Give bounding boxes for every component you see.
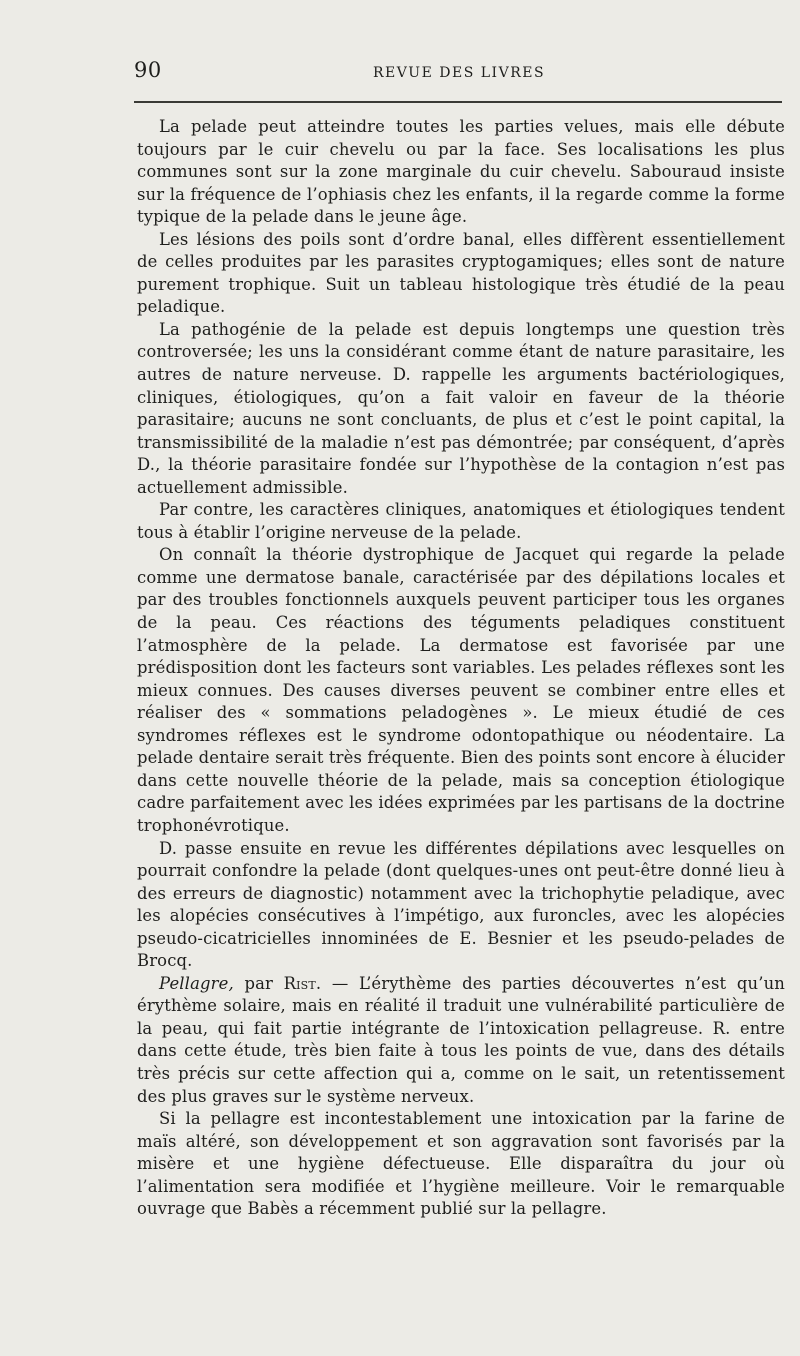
paragraph: Les lésions des poils sont d’ordre banal, elles diffèrent essentiellement de celles produites par les parasites cryptogamiques; elles sont de nature purement trophique. Suit un tableau histologique très étudié de la peau peladique. bbox=[137, 229, 785, 317]
section-title: Pellagre, bbox=[159, 973, 234, 993]
body-text bbox=[137, 116, 785, 1221]
paragraph: Par contre, les caractères cliniques, anatomiques et étiologiques tendent tous à établir l’origine nerveuse de la pelade. bbox=[137, 500, 785, 542]
by-word: par bbox=[244, 973, 274, 993]
paragraph: On connaît la théorie dystrophique de Jacquet qui regarde la pelade comme une dermatose banale, caractérisée par des dépilations locales et par des troubles fonctionnels auxquels peuvent participer tous les organes de la peau. Ces réactions des téguments peladiques constituent l’atmosphère de la pelade. La dermatose est favorisée par une prédisposition dont les facteurs sont variables. Les pelades réflexes sont les mieux connues. Des causes diverses peuvent se combiner entre elles et réaliser des « sommations peladogènes ». Le mieux étudié de ces syndromes réflexes est le syndrome odontopathique ou néodentaire. La pelade dentaire serait très fréquente. Bien des points sont encore à élucider dans cette nouvelle théorie de la pelade, mais sa conception étiologique cadre parfaitement avec les idées exprimées par les partisans de la doctrine trophonévrotique. bbox=[137, 545, 785, 835]
author-name: Rist. bbox=[283, 973, 322, 993]
paragraph: La pathogénie de la pelade est depuis longtemps une question très controversée; les uns la considérant comme étant de nature parasitaire, les autres de nature nerveuse. D. rappelle les arguments bactériologiques, cliniques, étiologiques, qu’on a fait valoir en faveur de la théorie parasitaire; aucuns ne sont concluants, de plus et c’est le point capital, la transmissibilité de la maladie n’est pas démontrée; par conséquent, d’après D., la théorie parasitaire fondée sur l’hypothèse de la contagion n’est pas actuellement admissible. bbox=[137, 319, 785, 497]
page-header bbox=[134, 58, 784, 90]
pellagre-paragraph bbox=[137, 973, 785, 1108]
paragraph: Si la pellagre est incontestablement une intoxication par la farine de maïs altéré, son développement et son aggravation sont favorisés par la misère et une hygiène défectueuse. Elle disparaîtra du jour où l’alimentation sera modifiée et l’hygiène meilleure. Voir le remarquable ouvrage que Babès a récemment publié sur la pellagre. bbox=[137, 1109, 785, 1219]
page-number: 90 bbox=[134, 58, 162, 82]
running-title: REVUE DES LIVRES bbox=[372, 65, 546, 81]
paragraph: D. passe ensuite en revue les différentes dépilations avec lesquelles on pourrait confondre la pelade (dont quelques-unes ont peut-être donné lieu à des erreurs de diagnostic) notamment avec la trichophytie peladique, avec les alopécies consécutives à l’impétigo, aux furoncles, avec les alopécies pseudo-cicatricielles innominées de E. Besnier et les pseudo-pelades de Brocq. bbox=[137, 838, 785, 971]
header-rule bbox=[134, 101, 782, 103]
paragraph: La pelade peut atteindre toutes les parties velues, mais elle débute toujours par le cuir chevelu ou par la face. Ses localisations les plus communes sont sur la zone marginale du cuir chevelu. Sabouraud insiste sur la fréquence de l’ophiasis chez les enfants, il la regarde comme la forme typique de la pelade dans le jeune âge. bbox=[137, 117, 785, 227]
pellagre-text: — L’érythème des parties découvertes n’est qu’un érythème solaire, mais en réalité il traduit une vulnérabilité particulière de la peau, qui fait partie intégrante de l’intoxication pellagreuse. R. entre dans cette étude, très bien faite à tous les points de vue, dans des détails très précis sur cette affection qui a, comme on le sait, un retentissement des plus graves sur le système nerveux. bbox=[137, 973, 785, 1106]
